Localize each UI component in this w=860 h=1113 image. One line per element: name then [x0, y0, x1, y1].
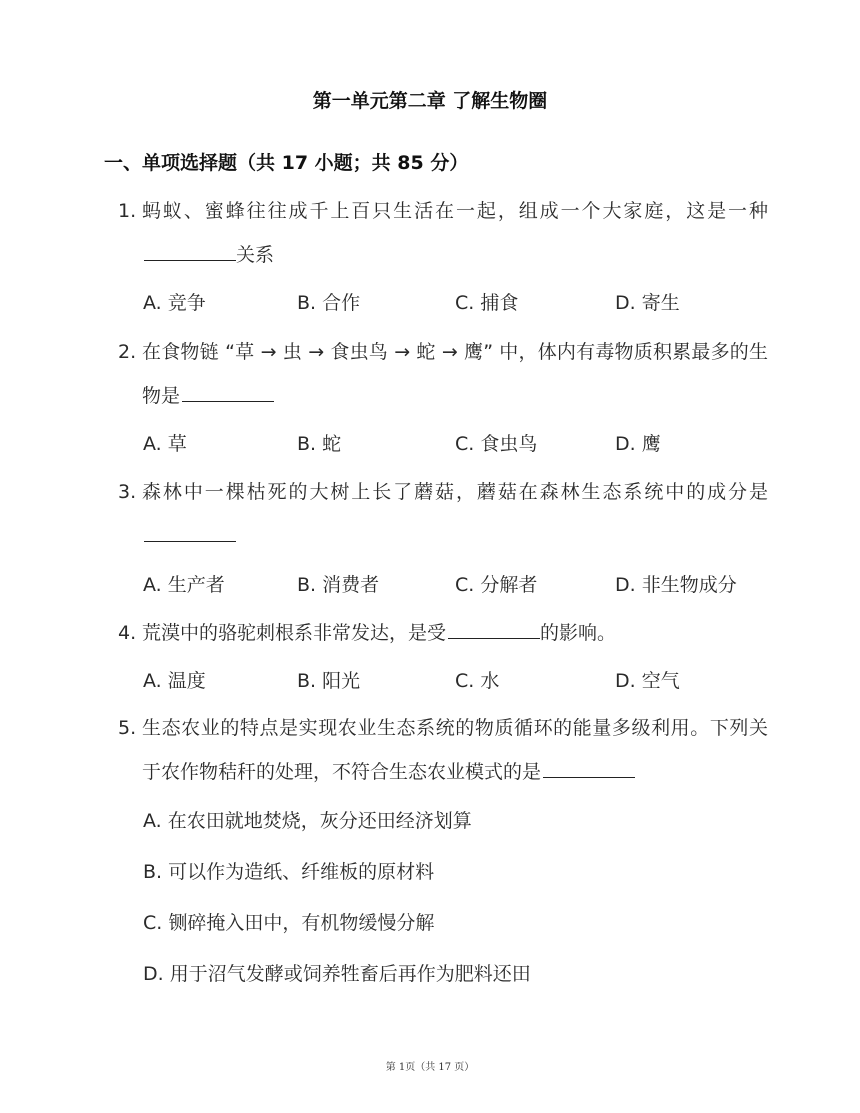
question-text: 生态农业的特点是实现农业生态系统的物质循环的能量多级利用。下列关于农作物秸秆的处理，不符合生态农业模式的是	[142, 717, 768, 783]
option-b: B. 阳光	[297, 670, 361, 692]
answer-blank	[144, 540, 236, 542]
question-number: 5.	[118, 717, 137, 739]
option-c: C. 分解者	[455, 574, 538, 596]
question-number: 2.	[118, 341, 137, 363]
option-a: A. 在农田就地焚烧，灰分还田经济划算	[143, 810, 472, 832]
option-c: C. 铡碎掩入田中，有机物缓慢分解	[143, 912, 435, 934]
page-title: 第一单元第二章 了解生物圈	[312, 90, 548, 112]
option-d: D. 非生物成分	[615, 574, 737, 596]
question-3	[118, 470, 768, 558]
question-number: 4.	[118, 622, 137, 644]
option-b: B. 蛇	[297, 433, 342, 455]
question-4	[118, 611, 768, 655]
question-text: 蚂蚁、蜜蜂往往成千上百只生活在一起，组成一个大家庭，这是一种	[142, 200, 768, 222]
answer-blank	[182, 400, 274, 402]
question-2	[118, 330, 768, 418]
option-a: A. 温度	[143, 670, 206, 692]
question-5	[118, 706, 768, 794]
option-b: B. 合作	[297, 292, 361, 314]
question-number: 3.	[118, 481, 137, 503]
option-d: D. 寄生	[615, 292, 680, 314]
option-c: C. 捕食	[455, 292, 519, 314]
question-text-after: 的影响。	[540, 622, 617, 644]
page-footer: 第 1页（共 17 页）	[385, 1062, 475, 1073]
option-b: B. 消费者	[297, 574, 380, 596]
question-text: 森林中一棵枯死的大树上长了蘑菇，蘑菇在森林生态系统中的成分是	[142, 481, 768, 503]
option-d: D. 空气	[615, 670, 680, 692]
section-heading: 一、单项选择题（共 17 小题；共 85 分）	[104, 152, 469, 174]
answer-blank	[543, 776, 635, 778]
option-a: A. 草	[143, 433, 187, 455]
option-a: A. 竞争	[143, 292, 206, 314]
answer-blank	[448, 637, 540, 639]
question-text: 在食物链 “草 → 虫 → 食虫鸟 → 蛇 → 鹰” 中，体内有毒物质积累最多的生物是	[142, 341, 768, 407]
answer-blank	[144, 259, 236, 261]
question-text-after: 关系	[236, 244, 275, 266]
question-number: 1.	[118, 200, 137, 222]
option-c: C. 食虫鸟	[455, 433, 538, 455]
question-text: 荒漠中的骆驼刺根系非常发达，是受	[142, 622, 447, 644]
option-b: B. 可以作为造纸、纤维板的原材料	[143, 861, 435, 883]
question-1	[118, 189, 768, 277]
option-d: D. 用于沼气发酵或饲养牲畜后再作为肥料还田	[143, 963, 531, 985]
option-c: C. 水	[455, 670, 500, 692]
option-d: D. 鹰	[615, 433, 661, 455]
option-a: A. 生产者	[143, 574, 225, 596]
